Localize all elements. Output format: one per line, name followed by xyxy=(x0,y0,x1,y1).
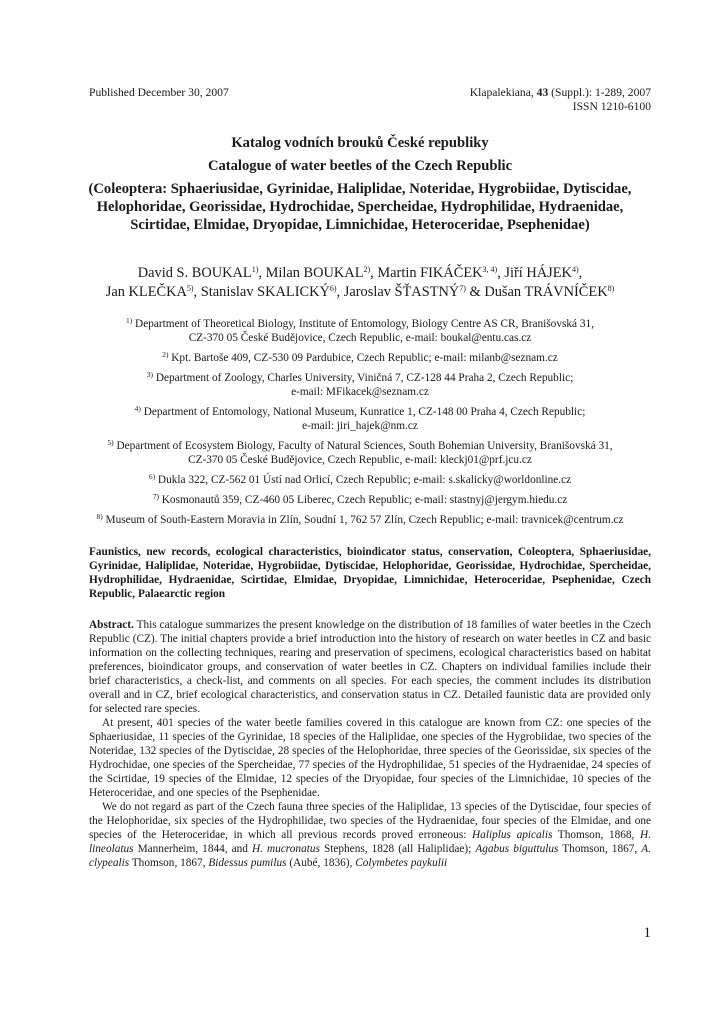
affiliation xyxy=(70,473,650,487)
affiliation-marker: 1) xyxy=(125,316,133,325)
abstract-text: Thomson, 1867, xyxy=(129,857,209,869)
affiliation-line: Museum of South-Eastern Moravia in Zlín, Soudní 1, 762 57 Zlín, Czech Republic; e-mail: travnicek@centrum.cz xyxy=(102,514,624,526)
affiliation-marker: 3) xyxy=(146,370,153,379)
author-affiliation-marker: 1) xyxy=(251,265,259,274)
author-name: Milan BOUKAL xyxy=(265,265,364,281)
title-families: (Coleoptera: Sphaeriusidae, Gyrinidae, Haliplidae, Noteridae, Hygrobiidae, Dytiscidae, Helophoridae, Georissidae, Hydrochidae, Spercheidae, Hydrophilidae, Hydraenidae, Scirtidae, Elmidae, Dryopidae, Limnichidae, Heteroceridae, Psephenidae) xyxy=(88,181,632,233)
author-name: David S. BOUKAL xyxy=(137,265,252,281)
affiliation-line: Kosmonautů 359, CZ-460 05 Liberec, Czech Republic; e-mail: stastnyj@jergym.hiedu.cz xyxy=(158,494,568,506)
abstract-text: We do not regard as part of the Czech fauna three species of the Haliplidae, 13 species of the Dytiscidae, four species of the Helophoridae, six species of the Hydrophilidae, two species of the Hydraenidae, four species of the Elmidae, and one species of the Heteroceridae, in which all previous records proved erroneous: xyxy=(89,801,651,841)
author-affiliation-marker: 2) xyxy=(363,265,371,274)
species-name: H. mucronatus xyxy=(251,843,320,855)
author-separator: , xyxy=(193,284,201,300)
species-name: Colymbetes paykulii xyxy=(355,857,448,869)
abstract xyxy=(89,618,651,870)
affiliation-line: Department of Ecosystem Biology, Faculty of Natural Sciences, South Bohemian University, Branišovská 31, xyxy=(113,440,613,452)
author-affiliation-marker: 6) xyxy=(329,284,337,293)
affiliation xyxy=(70,493,650,507)
author-name: Dušan TRÁVNÍČEK xyxy=(484,284,608,300)
affiliation-marker: 6) xyxy=(148,472,156,481)
species-name: H. lineolatus xyxy=(89,829,652,855)
affiliation-line: Department of Theoretical Biology, Institute of Entomology, Biology Centre AS CR, Branišovská 31, xyxy=(132,318,594,330)
affiliation-line: e-mail: MFikacek@seznam.cz xyxy=(291,386,429,398)
author-affiliation-marker: 8) xyxy=(607,284,615,293)
species-name: Haliplus apicalis xyxy=(472,829,553,841)
affiliation-line: Dukla 322, CZ-562 01 Ústí nad Orlicí, Czech Republic; e-mail: s.skalicky@worldonline.cz xyxy=(155,474,572,486)
author-separator: , xyxy=(578,265,583,281)
author-separator: , xyxy=(370,265,378,281)
affiliation xyxy=(70,371,650,399)
affiliation xyxy=(70,317,650,345)
title-czech: Katalog vodních brouků České republiky xyxy=(231,135,489,151)
affiliation-marker: 4) xyxy=(134,404,141,413)
published-date: Published December 30, 2007 xyxy=(89,86,229,99)
keywords: Faunistics, new records, ecological characteristics, bioindicator status, conservation, Coleoptera, Sphaeriusidae, Gyrinidae, Haliplidae, Noteridae, Hygrobiidae, Dytiscidae, Helophoridae, Georissidae, Hydrochidae, Spercheidae, Hydrophilidae, Hydraenidae, Scirtidae, Elmidae, Dryopidae, Limnichidae, Heteroceridae, Psephenidae, Czech Republic, Palaearctic region xyxy=(89,546,651,600)
abstract-text: (Aubé, 1836), xyxy=(286,857,356,869)
species-name: A. clypealis xyxy=(89,843,651,869)
author-name: Stanislav SKALICKÝ xyxy=(200,284,330,300)
abstract-text-1: This catalogue summarizes the present knowledge on the distribution of 18 families of water beetles in the Czech Republic (CZ). The initial chapters provide a brief introduction into the history of research on water beetles in CZ and basic information on the collecting techniques, rearing and preservation of specimens, ecological characteristics based on habitat preferences, bioindicator groups, and conservation of water beetles in CZ. Chapters on individual families include their brief characteristics, a check-list, and comments on all species. For each species, the comment includes its distribution overall and in CZ, brief ecological characteristics, and conservation status in CZ. Detailed faunistic data are provided only for selected rare species. xyxy=(89,619,651,715)
abstract-label: Abstract. xyxy=(89,619,134,631)
abstract-paragraph-2: At present, 401 species of the water beetle families covered in this catalogue are known from CZ: one species of the Sphaeriusidae, 11 species of the Gyrinidae, 18 species of the Haliplidae, one species of the Hygrobiidae, two species of the Noteridae, 132 species of the Dytiscidae, 28 species of the Helophoridae, three species of the Georissidae, six species of the Hydrochidae, one species of the Spercheidae, 77 species of the Hydrophilidae, 51 species of the Hydraenidae, 24 species of the Scirtidae, 19 species of the Elmidae, 12 species of the Dryopidae, four species of the Limnichidae, 10 species of the Heteroceridae, and one species of the Psephenidae. xyxy=(89,717,651,799)
affiliation xyxy=(70,513,650,527)
author-name: Jiří HÁJEK xyxy=(504,265,572,281)
abstract-paragraph-1 xyxy=(89,618,651,716)
affiliation-marker: 2) xyxy=(162,350,169,359)
author-affiliation-marker: 3, 4) xyxy=(482,265,498,274)
affiliation xyxy=(70,405,650,433)
author-separator: , xyxy=(497,265,505,281)
author-affiliation-marker: 5) xyxy=(186,284,194,293)
issn: ISSN 1210-6100 xyxy=(572,100,651,113)
abstract-text: Thomson, 1868, xyxy=(552,829,641,841)
abstract-paragraph-3 xyxy=(89,800,651,870)
author-name: Jaroslav ŠŤASTNÝ xyxy=(343,284,460,300)
author-affiliation-marker: 7) xyxy=(459,284,466,293)
title-english: Catalogue of water beetles of the Czech Republic xyxy=(207,158,513,174)
affiliation-line: e-mail: jiri_hajek@nm.cz xyxy=(302,420,418,432)
affiliation-line: CZ-370 05 České Budějovice, Czech Republic, e-mail: kleckj01@prf.jcu.cz xyxy=(188,454,532,466)
abstract-text: Thomson, 1867, xyxy=(558,843,642,855)
journal-citation xyxy=(470,86,651,114)
affiliation xyxy=(70,351,650,365)
affiliation-line: Kpt. Bartoše 409, CZ-530 09 Pardubice, Czech Republic; e-mail: milanb@seznam.cz xyxy=(168,352,558,364)
affiliation-marker: 8) xyxy=(96,512,103,521)
species-name: Bidessus pumilus xyxy=(208,857,287,869)
page-number: 1 xyxy=(643,925,651,941)
author-separator: , xyxy=(258,265,266,281)
author-affiliation-marker: 4) xyxy=(571,265,579,274)
affiliation-line: CZ-370 05 České Budějovice, Czech Republic, e-mail: boukal@entu.cas.cz xyxy=(188,332,532,344)
affiliation-list xyxy=(70,317,650,533)
affiliation-marker: 5) xyxy=(107,438,114,447)
author-name: Jan KLEČKA xyxy=(105,284,187,300)
affiliation-line: Department of Zoology, Charles University, Viničná 7, CZ-128 44 Praha 2, Czech Republic; xyxy=(153,372,574,384)
abstract-text: Stephens, 1828 (all Haliplidae); xyxy=(319,843,476,855)
affiliation xyxy=(70,439,650,467)
author-list xyxy=(70,264,650,302)
journal-name: Klapalekiana, xyxy=(469,86,537,99)
affiliation-marker: 7) xyxy=(152,492,159,501)
journal-volume: 43 xyxy=(536,86,549,99)
author-separator: & xyxy=(465,284,485,300)
journal-pages: (Suppl.): 1-289, 2007 xyxy=(548,86,651,99)
title-block xyxy=(70,134,650,234)
author-separator: , xyxy=(336,284,344,300)
affiliation-line: Department of Entomology, National Museum, Kunratice 1, CZ-148 00 Praha 4, Czech Republic; xyxy=(140,406,586,418)
species-name: Agabus biguttulus xyxy=(475,843,559,855)
author-name: Martin FIKÁČEK xyxy=(377,265,483,281)
abstract-text: Mannerheim, 1844, and xyxy=(133,843,252,855)
